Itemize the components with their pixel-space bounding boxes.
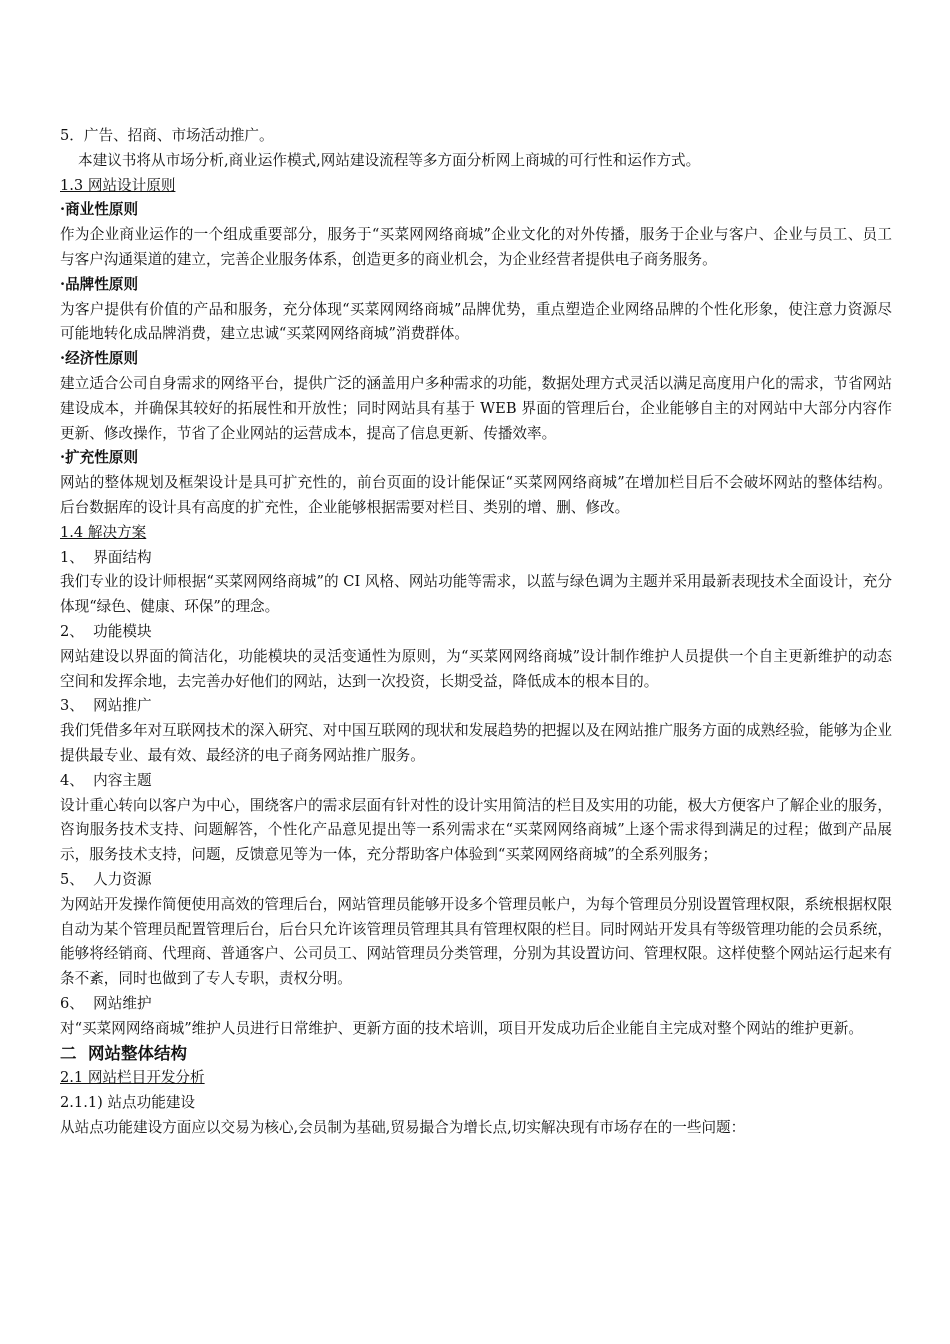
solution-item-6-title: 6、 网站维护 (60, 994, 152, 1012)
section-1-3-heading: 1.3 网站设计原则 (60, 176, 176, 194)
solution-item-5-body: 为网站开发操作简便使用高效的管理后台，网站管理员能够开设多个管理员帐户，为每个管理员分别设置管理权限，系统根据权限自动为某个管理员配置管理后台，后台只允许该管理员管理其具有管理权限的栏目。同时网站开发具有等级管理功能的会员系统，能够将经销商、代理商、普通客户、公司员工、网站管理员分类管理，分别为其设置访问、管理权限。这样使整个网站运行起来有条不紊，同时也做到了专人专职，责权分明。 (60, 895, 892, 988)
solution-item-5-title: 5、 人力资源 (60, 870, 152, 888)
solution-item-3-body: 我们凭借多年对互联网技术的深入研究、对中国互联网的现状和发展趋势的把握以及在网站推广服务方面的成熟经验，能够为企业提供最专业、最有效、最经济的电子商务网站推广服务。 (60, 722, 892, 764)
solution-item-4-title: 4、 内容主题 (60, 771, 152, 789)
solution-item-1-title: 1、 界面结构 (60, 548, 152, 566)
document-page (60, 124, 892, 1141)
solution-item-3-title: 3、 网站推广 (60, 697, 152, 715)
solution-item-2-body: 网站建设以界面的简洁化，功能模块的灵活变通性为原则，为“买菜网网络商城”设计制作维护人员提供一个自主更新维护的动态空间和发挥余地，去完善办好他们的网站，达到一次投资，长期受益，降低成本的根本目的。 (60, 647, 892, 690)
economy-principle-title: ·经济性原则 (60, 350, 139, 368)
solution-item-4-body: 设计重心转向以客户为中心，围绕客户的需求层面有针对性的设计实用简洁的栏目及实用的功能，极大方便客户了解企业的服务，咨询服务技术支持、问题解答，个性化产品意见提出等一系列需求在“买菜网网络商城”上逐个需求得到满足的过程；做到产品展示，服务技术支持，问题，反馈意见等为一体，充分帮助客户体验到“买菜网网络商城”的全系列服务； (60, 796, 892, 864)
commercial-principle-body: 作为企业商业运作的一个组成重要部分，服务于“买菜网网络商城”企业文化的对外传播，服务于企业与客户、企业与员工、员工与客户沟通渠道的建立，完善企业服务体系，创造更多的商业机会，为企业经营者提供电子商务服务。 (60, 226, 892, 268)
solution-item-6-body: 对“买菜网网络商城”维护人员进行日常维护、更新方面的技术培训，项目开发成功后企业能自主完成对整个网站的维护更新。 (60, 1019, 863, 1037)
intro-paragraph: 本建议书将从市场分析,商业运作模式,网站建设流程等多方面分析网上商城的可行性和运作方式。 (78, 151, 701, 169)
intro-item-5: 5．广告、招商、市场活动推广。 (60, 127, 274, 144)
economy-principle-body: 建立适合公司自身需求的网络平台，提供广泛的涵盖用户多种需求的功能，数据处理方式灵活以满足高度用户化的需求，节省网站建设成本，并确保其较好的拓展性和开放性；同时网站具有基于 WEB 界面的管理后台，企业能够自主的对网站中大部分内容作更新、修改操作，节省了企业网站的运营成本，提高了信息更新、传播效率。 (60, 374, 892, 442)
section-1-4-heading: 1.4 解决方案 (60, 523, 147, 541)
solution-item-1-body: 我们专业的设计师根据“买菜网网络商城”的 CI 风格、网站功能等需求，以蓝与绿色调为主题并采用最新表现技术全面设计，充分体现“绿色、健康、环保”的理念。 (60, 573, 892, 616)
final-paragraph: 从站点功能建设方面应以交易为核心,会员制为基础,贸易撮合为增长点,切实解决现有市场存在的一些问题： (60, 1119, 746, 1137)
solution-item-2-title: 2、 功能模块 (60, 622, 152, 640)
brand-principle-body: 为客户提供有价值的产品和服务，充分体现“买菜网网络商城”品牌优势，重点塑造企业网络品牌的个性化形象，使注意力资源尽可能地转化成品牌消费，建立忠诚“买菜网网络商城”消费群体。 (60, 300, 892, 343)
brand-principle-title: ·品牌性原则 (60, 275, 139, 293)
expand-principle-title: ·扩充性原则 (60, 449, 139, 467)
section-2-1-1-heading: 2.1.1) 站点功能建设 (60, 1094, 196, 1112)
expand-principle-body: 网站的整体规划及框架设计是具可扩充性的，前台页面的设计能保证“买菜网网络商城”在增加栏目后不会破坏网站的整体结构。后台数据库的设计具有高度的扩充性，企业能够根据需要对栏目、类别的增、删、修改。 (60, 474, 892, 516)
section-2-1-heading: 2.1 网站栏目开发分析 (60, 1069, 205, 1087)
commercial-principle-title: ·商业性原则 (60, 201, 139, 219)
chapter-2-heading: 二 网站整体结构 (60, 1044, 187, 1064)
